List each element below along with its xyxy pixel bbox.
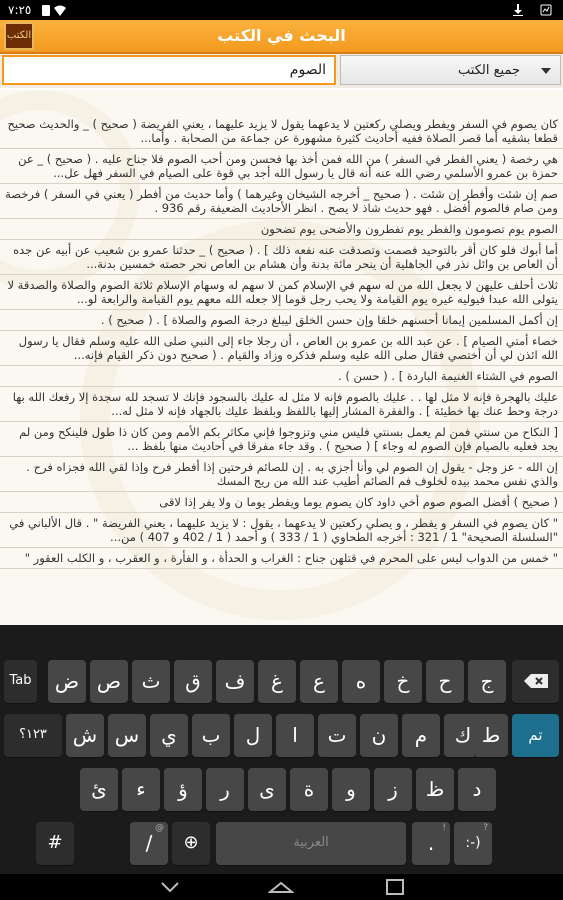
notification-icon: [540, 4, 552, 16]
result-item[interactable]: أما أبوك فلو كان أقر بالتوحيد فصمت وتصدقت عنه نفعه ذلك ] . ( صحيح ) _ حدثنا عمرو بن شعيب عن أبيه عن جده أن العاص بن وائل نذر في الجاهلية أن ينحر مائة بدنة وأن هشام بن العاص نحر حصته خمسين بدنة...: [0, 240, 563, 275]
emoticon-key[interactable]: [454, 822, 492, 865]
key[interactable]: ء: [122, 768, 160, 811]
action-bar: [0, 20, 563, 54]
download-icon: [512, 4, 524, 16]
clock: ٧:٢٥: [8, 3, 32, 17]
key[interactable]: ئ: [80, 768, 118, 811]
page-title: البحث في الكتب: [217, 26, 346, 45]
numbers-key[interactable]: ١٢٣؟: [4, 714, 62, 757]
space-bar[interactable]: العربية: [216, 822, 406, 865]
key[interactable]: ف: [216, 660, 254, 703]
key[interactable]: ش: [66, 714, 104, 757]
key[interactable]: ز: [374, 768, 412, 811]
result-item[interactable]: هي رخصة ( يعني الفطر في السفر ) من الله فمن أخذ بها فحسن ومن أحب الصوم فلا جناح عليه . ( صحيح ) _ عن حمزة بن عمرو الأسلمي رضي الله عنه أنه قال يا رسول الله أجد بي قوة على الصيام في السفر فهل عل...: [0, 149, 563, 184]
result-item[interactable]: كان يصوم في السفر ويفطر ويصلي ركعتين لا يدعهما يقول لا يزيد عليهما ، يعني الفريضة ( صحيح ) _ والحديث صحيح قطعا بشقيه أما قصر الصلاة ففيه أحاديث كثيرة مشهورة عن جماعة من الصحابة . وأما...: [0, 114, 563, 149]
result-item[interactable]: خصاء أمتي الصيام ] . عن عبد الله بن عمرو بن العاص ، أن رجلا جاء إلى النبي صلى الله عليه وسلم فقال يا رسول الله ائذن لي أن أختصي فقال صلى الله عليه وسلم فذكره وزاد والقيام . ( صحيح دون ذكر القيام فإنه...: [0, 331, 563, 366]
result-item[interactable]: ( صحيح ) أفضل الصوم صوم أخي داود كان يصوم يوما ويفطر يوما ن ولا يفر إذا لاقى: [0, 492, 563, 513]
status-bar: [0, 0, 563, 20]
period-key[interactable]: [412, 822, 450, 865]
key[interactable]: ة: [290, 768, 328, 811]
key[interactable]: ض: [48, 660, 86, 703]
key[interactable]: و: [332, 768, 370, 811]
result-item[interactable]: ثلاث أحلف عليهن لا يجعل الله من له سهم في الإسلام كمن لا سهم له وسهام الإسلام ثلاثة الصوم والصلاة والصدقة لا يتولى الله عبدا فيوليه غيره يوم القيامة ولا يحب رجل قوما إلا جعله الله معهم يوم القيامة والرابعة لو...: [0, 275, 563, 310]
books-scope-dropdown[interactable]: [340, 55, 561, 85]
key[interactable]: س: [108, 714, 146, 757]
result-item[interactable]: عليك بالهجرة فإنه لا مثل لها . . عليك بالصوم فإنه لا مثل له عليك بالسجود فإنك لا تسجد لله سجدة إلا رفعك الله بها درجة وحط عنك بها خطيئة ] . والفقرة المشار إليها باللفظ وبلفظ عليك بالجهاد فإنه لا مثل له...: [0, 387, 563, 422]
battery-icon: [42, 5, 50, 16]
key[interactable]: ى: [248, 768, 286, 811]
key[interactable]: ه: [342, 660, 380, 703]
key[interactable]: غ: [258, 660, 296, 703]
result-item[interactable]: [ النكاح من سنتي فمن لم يعمل بسنتي فليس مني وتزوجوا فإني مكاثر بكم الأمم ومن كان ذا طول فلينكح ومن لم يجد فعليه بالصيام فإن الصوم له وجاء ] ( صحيح ) . وقد جاء مفرقا في أحاديث منها بلفظ ...: [0, 422, 563, 457]
key[interactable]: ق: [174, 660, 212, 703]
search-row: [0, 54, 563, 88]
key[interactable]: ط: [474, 714, 508, 757]
result-item[interactable]: إن أكمل المسلمين إيمانا أحسنهم خلقا وإن حسن الخلق ليبلغ درجة الصوم والصلاة ] . ( صحيح ) .: [0, 310, 563, 331]
recent-apps-icon[interactable]: [386, 879, 404, 895]
period-label: .: [427, 831, 435, 855]
key[interactable]: ؤ: [164, 768, 202, 811]
key[interactable]: د: [458, 768, 496, 811]
symbols-key[interactable]: #: [36, 822, 74, 865]
at-hint: @: [155, 823, 164, 833]
result-item[interactable]: " خمس من الدواب ليس على المحرم في قتلهن جناح : الغراب و الحدأة ، و الفأرة ، و العقرب ، و الكلب العقور ": [0, 548, 563, 569]
results-list: [0, 114, 563, 569]
globe-icon[interactable]: ⊕: [172, 822, 210, 865]
key[interactable]: خ: [384, 660, 422, 703]
result-item[interactable]: " كان يصوم في السفر و يفطر ، و يصلي ركعتين لا يدعهما ، يقول : لا يزيد عليهما ، يعني الفريضة " . قال الألباني في "السلسلة الصحيحة" 1 / 321 : أخرجه الطحاوي ( 1 / 333 ) و أحمد ( 1 / 402 و 407 ) من...: [0, 513, 563, 548]
key[interactable]: ت: [318, 714, 356, 757]
question-hint: ?: [483, 823, 488, 833]
search-input[interactable]: الصوم: [2, 55, 336, 85]
key[interactable]: م: [402, 714, 440, 757]
key[interactable]: ب: [192, 714, 230, 757]
key[interactable]: ص: [90, 660, 128, 703]
chevron-down-icon: [541, 68, 551, 74]
result-item[interactable]: إن الله - عز وجل - يقول إن الصوم لي وأنا أجزي به . إن للصائم فرحتين إذا أفطر فرح وإذا لقي الله فجزاه فرح . والذي نفس محمد بيده لخلوف فم الصائم أطيب عند الله من ريح المسك: [0, 457, 563, 492]
backspace-icon: [524, 674, 548, 688]
results-panel[interactable]: [0, 90, 563, 625]
wifi-icon: [54, 4, 66, 16]
key[interactable]: ك: [444, 714, 482, 757]
result-item[interactable]: صم إن شئت وأفطر إن شئت . ( صحيح _ أخرجه الشيخان وغيرهما ) وأما حديث من أفطر ( يعني في السفر ) فرخصة ومن صام فالصوم أفضل . فهو حديث شاذ لا يصح . انظر الأحاديث الضعيفة رقم 936 .: [0, 184, 563, 219]
slash-label: /: [145, 831, 153, 855]
app-logo-icon[interactable]: الكتب: [4, 22, 34, 50]
home-icon[interactable]: [268, 880, 294, 894]
key[interactable]: ظ: [416, 768, 454, 811]
slash-key[interactable]: [130, 822, 168, 865]
result-item[interactable]: الصوم في الشتاء الغنيمة الباردة ] . ( حسن ) .: [0, 366, 563, 387]
emoticon-label: :-): [465, 835, 481, 851]
key[interactable]: ا: [276, 714, 314, 757]
tab-key[interactable]: Tab: [4, 660, 37, 703]
key[interactable]: ج: [468, 660, 506, 703]
key[interactable]: ي: [150, 714, 188, 757]
done-key[interactable]: تم: [512, 714, 559, 757]
navigation-bar: [0, 874, 563, 900]
backspace-key[interactable]: [512, 660, 559, 703]
key[interactable]: ح: [426, 660, 464, 703]
result-item[interactable]: الصوم يوم تصومون والفطر يوم تفطرون والأضحى يوم تضحون: [0, 219, 563, 240]
back-icon[interactable]: [160, 880, 180, 894]
key[interactable]: ث: [132, 660, 170, 703]
key[interactable]: ن: [360, 714, 398, 757]
key[interactable]: ر: [206, 768, 244, 811]
onscreen-keyboard: [0, 625, 563, 874]
key[interactable]: ع: [300, 660, 338, 703]
key[interactable]: ل: [234, 714, 272, 757]
books-scope-value: جميع الكتب: [458, 63, 520, 78]
exclamation-hint: !: [442, 823, 446, 833]
